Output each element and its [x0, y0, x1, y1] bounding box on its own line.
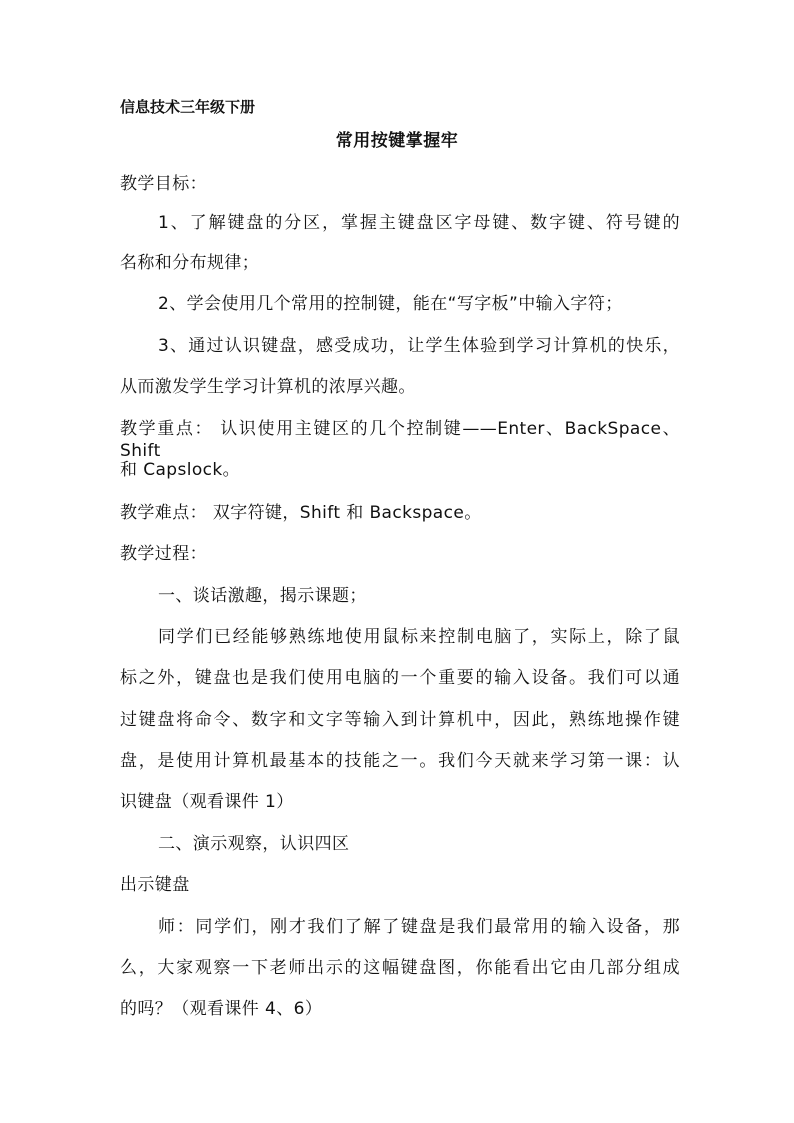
document-header: 信息技术三年级下册 [120, 98, 256, 116]
objective-1-line-1: 1、了解键盘的分区，掌握主键盘区字母键、数字键、符号键的 [158, 213, 680, 233]
key-points-line-2: 和 Capslock。 [120, 460, 241, 480]
paragraph-2-line-1: 师：同学们，刚才我们了解了键盘是我们最常用的输入设备，那 [158, 917, 680, 937]
document-title: 常用按键掌握牢 [335, 131, 459, 151]
difficult-points: 教学难点： 双字符键，Shift 和 Backspace。 [120, 503, 482, 523]
objective-3-line-1: 3、通过认识键盘，感受成功，让学生体验到学习计算机的快乐， [158, 336, 680, 356]
paragraph-1-line-4: 盘，是使用计算机最基本的技能之一。我们今天就来学习第一课：认 [120, 751, 680, 771]
show-keyboard-text: 出示键盘 [120, 875, 190, 895]
paragraph-1-line-3: 过键盘将命令、数字和文字等输入到计算机中，因此，熟练地操作键 [120, 710, 680, 730]
paragraph-2-line-3: 的吗？（观看课件 4、6） [120, 999, 323, 1019]
objective-3-line-2: 从而激发学生学习计算机的浓厚兴趣。 [120, 377, 416, 397]
section-heading-process: 教学过程： [120, 544, 207, 564]
paragraph-1-line-5: 识键盘（观看课件 1） [120, 792, 294, 812]
paragraph-1-line-1: 同学们已经能够熟练地使用鼠标来控制电脑了，实际上，除了鼠 [158, 627, 680, 647]
objective-2: 2、学会使用几个常用的控制键，能在“写字板”中输入字符； [158, 294, 623, 314]
paragraph-2-line-2: 么，大家观察一下老师出示的这幅键盘图，你能看出它由几部分组成 [120, 958, 680, 978]
step-1-heading: 一、谈话激趣，揭示课题； [158, 586, 367, 606]
key-points-line-1: 教学重点： 认识使用主键区的几个控制键——Enter、BackSpace、Shift [120, 419, 680, 461]
paragraph-1-line-2: 标之外，键盘也是我们使用电脑的一个重要的输入设备。我们可以通 [120, 668, 680, 688]
step-2-heading: 二、演示观察，认识四区 [158, 834, 350, 854]
objective-1-line-2: 名称和分布规律； [120, 253, 260, 273]
section-heading-objectives: 教学目标： [120, 174, 207, 194]
